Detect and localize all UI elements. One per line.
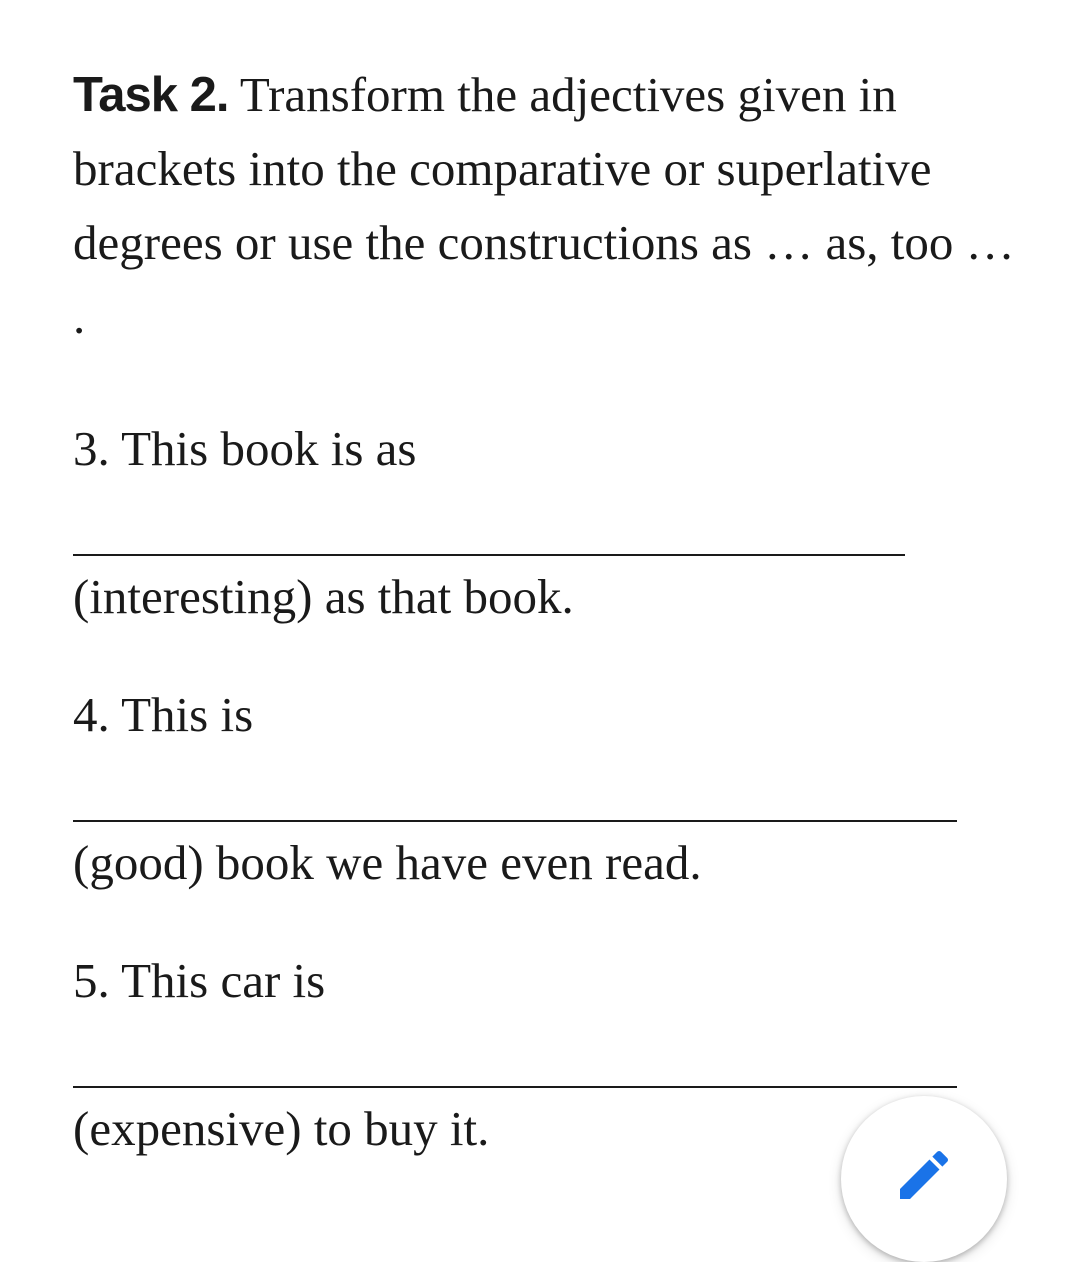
answer-blank <box>73 1018 1033 1092</box>
item-prompt: 5. This car is <box>73 953 326 1008</box>
edit-button[interactable] <box>841 1096 1007 1262</box>
task-label: Task 2. <box>73 68 229 122</box>
item-completion: (expensive) to buy it. <box>73 1101 490 1156</box>
item-completion: (interesting) as that book. <box>73 569 574 624</box>
task-text: Transform the adjectives given in brackets into the comparative or superlative degrees or use the constructions as … as, too … . <box>73 67 1015 344</box>
item-completion: (good) book we have even read. <box>73 835 702 890</box>
exercise-item-3 <box>73 412 1033 634</box>
exercise-content <box>73 58 1033 1166</box>
answer-underline <box>73 820 957 822</box>
item-prompt: 4. This is <box>73 687 254 742</box>
answer-underline <box>73 554 905 556</box>
answer-underline <box>73 1086 957 1088</box>
answer-blank <box>73 486 1033 560</box>
pencil-icon <box>892 1143 956 1207</box>
task-instruction <box>73 58 1033 354</box>
item-prompt: 3. This book is as <box>73 421 417 476</box>
answer-blank <box>73 752 1033 826</box>
exercise-item-4 <box>73 678 1033 900</box>
